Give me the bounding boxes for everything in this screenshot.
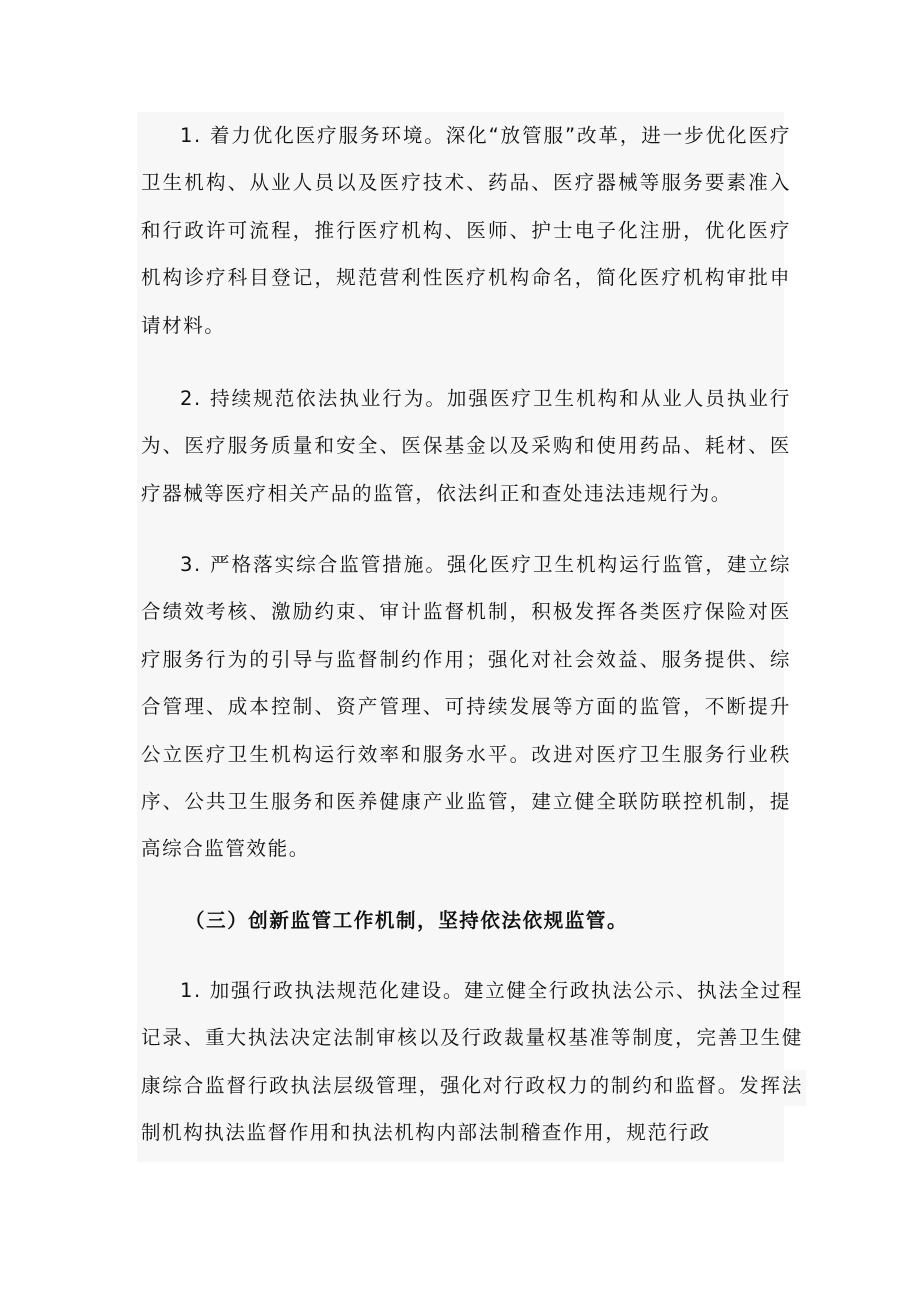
paragraph-law-enforcement: 1. 加强行政执法规范化建设。建立健全行政执法公示、执法全过程记录、重大执法决定法制审核以及行政裁量权基准等制度，完善卫生健康综合监督行政执法层级管理，强化对行政权力的制约和监督。发挥法制机构执法监督作用和执法机构内部法制稽查作用，规范行政 bbox=[141, 979, 803, 1145]
paragraph-optimize-medical-environment: 1. 着力优化医疗服务环境。深化“放管服”改革，进一步优化医疗卫生机构、从业人员以及医疗技术、药品、医疗器械等服务要素准入和行政许可流程，推行医疗机构、医师、护士电子化注册，优化医疗机构诊疗科目登记，规范营利性医疗机构命名，简化医疗机构审批申请材料。 bbox=[141, 124, 791, 337]
paragraph-regulate-practice: 2. 持续规范依法执业行为。加强医疗卫生机构和从业人员执业行为、医疗服务质量和安全、医保基金以及采购和使用药品、耗材、医疗器械等医疗相关产品的监管，依法纠正和查处违法违规行为。 bbox=[141, 387, 791, 505]
section-heading: （三）创新监管工作机制，坚持依法依规监管。 bbox=[185, 909, 629, 932]
paragraph-comprehensive-supervision: 3. 严格落实综合监管措施。强化医疗卫生机构运行监管，建立综合绩效考核、激励约束、审计监督机制，积极发挥各类医疗保险对医疗服务行为的引导与监督制约作用；强化对社会效益、服务提供、综合管理、成本控制、资产管理、可持续发展等方面的监管，不断提升公立医疗卫生机构运行效率和服务水平。改进对医疗卫生服务行业秩序、公共卫生服务和医养健康产业监管，建立健全联防联控机制，提高综合监管效能。 bbox=[141, 553, 791, 861]
